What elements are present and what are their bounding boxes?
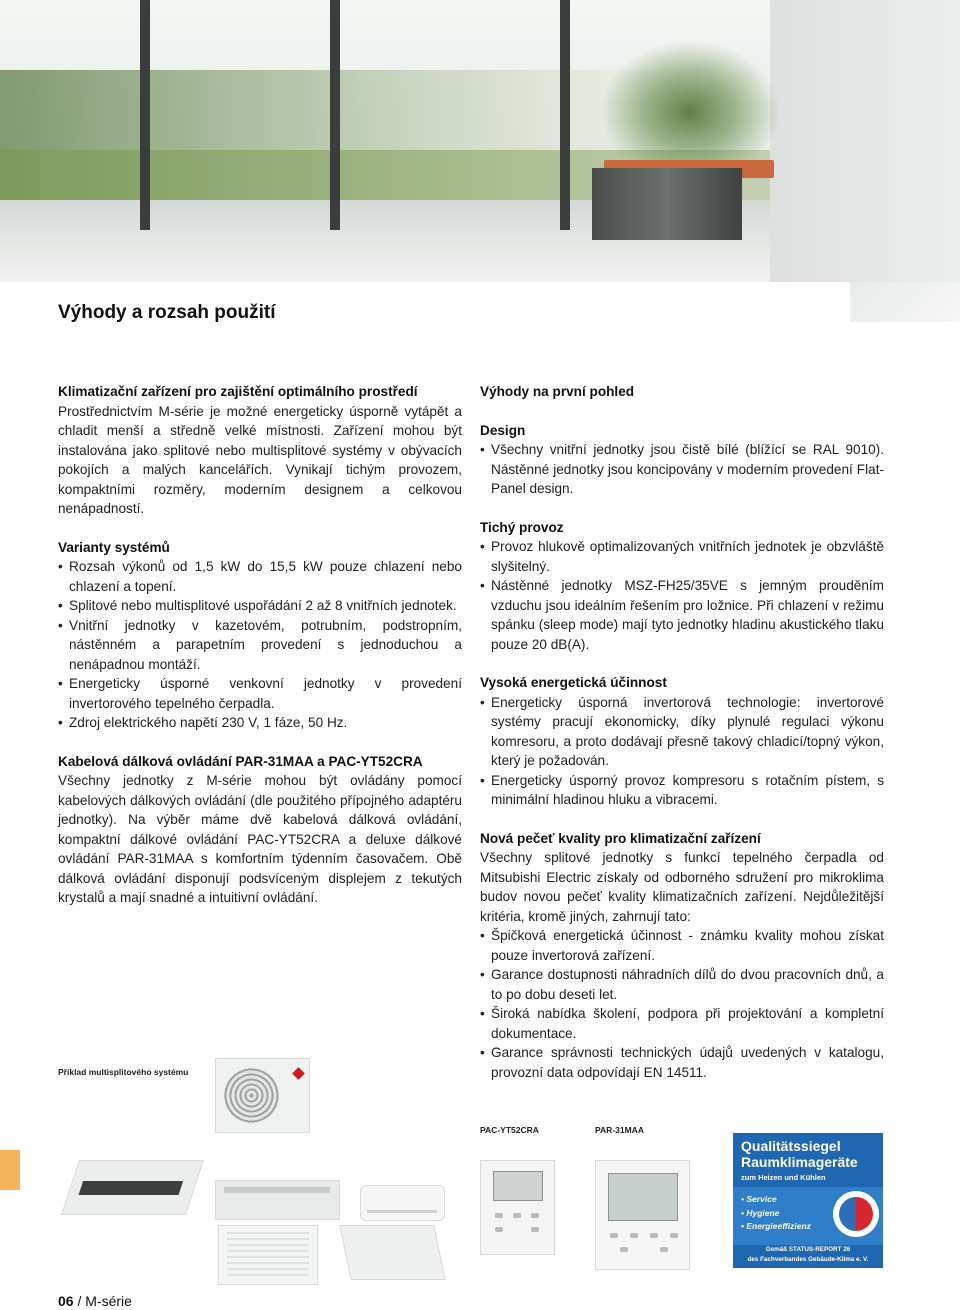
hero-trees [0, 70, 700, 160]
mitsubishi-logo-icon [292, 1067, 305, 1080]
variants-heading: Varianty systémů [58, 539, 170, 555]
outdoor-unit-image [215, 1058, 310, 1133]
window-mullion [560, 0, 570, 230]
left-column [58, 382, 462, 908]
remote-par-31maa-image [595, 1160, 690, 1270]
planter [592, 168, 742, 240]
list-item: • Provoz hlukově optimalizovaných vnitřních jednotek je obzvláště slyšitelný. [480, 537, 884, 576]
seal-criteria: • Service • Hygiene • Energieeffizienz [741, 1194, 811, 1231]
remote-text: Všechny jednotky z M-série mohou být ovládány pomocí kabelových dálkových ovládání (dle použitého přípojného adaptéru jednotky). Na výběr máme dvě kabelová dálková ovládání, kompaktní dálkové ovládání PAC-YT52CRA a deluxe dálkové ovládání PAR-31MAA s komfortním týdenním časovačem. Obě dálková ovládání disponují podsvíceným displejem z tekutých krystalů a mají snadné a intuitivní ovládání. [58, 773, 462, 905]
seal-list [480, 926, 884, 1082]
ducted-unit-image [215, 1180, 340, 1220]
seal-text: Všechny splitové jednotky s funkcí tepelného čerpadla od Mitsubishi Electric získaly od odborného sdružení pro mikroklima budov novou pečeť kvality klimatizačních zařízení. Nejdůležitější kritéria, kromě jiných, zahrnují tato: [480, 850, 884, 924]
seal-heading: Nová pečeť kvality pro klimatizační zařízení [480, 830, 761, 846]
remote-heading: Kabelová dálková ovládání PAR-31MAA a PAC-YT52CRA [58, 753, 423, 769]
intro-heading: Klimatizační zařízení pro zajištění optimálního prostředí [58, 384, 418, 399]
list-item: • Splitové nebo multisplitové uspořádání 2 až 8 vnitřních jednotek. [58, 596, 462, 616]
hero-corner-shade [850, 282, 960, 322]
quiet-list [480, 537, 884, 654]
quality-seal-badge [733, 1133, 883, 1268]
cassette-unit-image [61, 1160, 204, 1215]
variants-list [58, 557, 462, 733]
window-mullion [330, 0, 340, 230]
accent-bar [0, 1150, 20, 1190]
remote-pac-yt52cra-image [480, 1160, 555, 1255]
remote-display [608, 1173, 678, 1221]
list-item: • Špičková energetická účinnost - známku kvality mohou získat pouze invertorová zařízení. [480, 926, 884, 965]
list-item: • Rozsah výkonů od 1,5 kW do 15,5 kW pouze chlazení nebo chlazení a topení. [58, 557, 462, 596]
list-item: • Garance správnosti technických údajů uvedených v katalogu, provozní data odpovídají EN 14511. [480, 1043, 884, 1082]
design-heading: Design [480, 422, 526, 438]
window-mullion [140, 0, 150, 230]
list-item: • Nástěnné jednotky MSZ-FH25/35VE s jemným prouděním vzduchu jsou ideálním řešením pro ložnice. Při chlazení v režimu spánku (sleep mode) mají tyto jednotky hladinu akustického tlaku pouze 20 dB(A). [480, 576, 884, 654]
efficiency-list [480, 693, 884, 810]
list-item: • Energeticky úsporné venkovní jednotky v provedení invertorového tepelného čerpadla. [58, 674, 462, 713]
list-item: • Energeticky úsporný provoz kompresoru s rotačním pístem, s minimální hladinou hluku a vibracemi. [480, 771, 884, 810]
overview-heading: Výhody na první pohled [480, 384, 635, 399]
series-name: / M-série [73, 1293, 132, 1309]
design-list [480, 440, 884, 499]
ceiling-unit-image [339, 1225, 446, 1280]
seal-subtitle: zum Heizen und Kühlen [741, 1173, 826, 1182]
efficiency-heading: Vysoká energetická účinnost [480, 675, 667, 690]
fan-grille-icon [224, 1068, 279, 1123]
hero-photo [0, 0, 960, 282]
quiet-heading: Tichý provoz [480, 519, 564, 535]
list-item: • Zdroj elektrického napětí 230 V, 1 fáze, 50 Hz. [58, 713, 462, 733]
remote1-label: PAC-YT52CRA [480, 1125, 539, 1135]
list-item: • Garance dostupnosti náhradních dílů do dvou pracovních dnů, a to po dobu deseti let. [480, 965, 884, 1004]
list-item: • Energeticky úsporná invertorová technologie: invertorové systémy pracují ekonomicky, díky plynulé regulaci výkonu komresoru, a proto dodávají přesně takový chladicí/topný výkon, který je požadován. [480, 693, 884, 771]
list-item: • Vnitřní jednotky v kazetovém, potrubním, podstropním, nástěnném a parapetním provedení s jednoduchou a nenápadnou montáží. [58, 616, 462, 675]
page-number: 06 [58, 1293, 74, 1309]
page-footer [58, 1293, 132, 1309]
floor-unit-image [218, 1225, 318, 1285]
list-item: • Široká nabídka školení, podpora při projektování a kompletní dokumentace. [480, 1004, 884, 1043]
remote-display [493, 1171, 543, 1201]
list-item: • Všechny vnitřní jednotky jsou čistě bílé (blížící se RAL 9010). Nástěnné jednotky jsou koncipovány v moderním provedení Flat-Panel design. [480, 440, 884, 499]
wall-unit-image [360, 1185, 445, 1221]
page-title: Výhody a rozsah použití [58, 302, 276, 323]
hero-wall [770, 0, 960, 282]
plant-leaves [600, 40, 780, 160]
intro-text: Prostřednictvím M-série je možné energeticky úsporně vytápět a chladit menší a středně velké místnosti. Zařízení mohou být instalována jako splitové nebo multisplitové systémy v obývacích pokojích a malých kancelářích. Vynikají tichým provozem, kompaktními rozměry, moderním designem a celkovou nenápadností. [58, 403, 462, 516]
remote2-label: PAR-31MAA [595, 1125, 644, 1135]
snowflake-sun-icon [833, 1191, 879, 1237]
multisplit-caption: Příklad multisplitového systému [58, 1067, 189, 1077]
seal-title: Qualitätssiegel Raumklimageräte [741, 1138, 858, 1170]
right-column [480, 382, 884, 1082]
seal-footer: Gemäß STATUS-REPORT 26 des Fachverbandes Gebäude-Klima e. V. [747, 1246, 869, 1263]
